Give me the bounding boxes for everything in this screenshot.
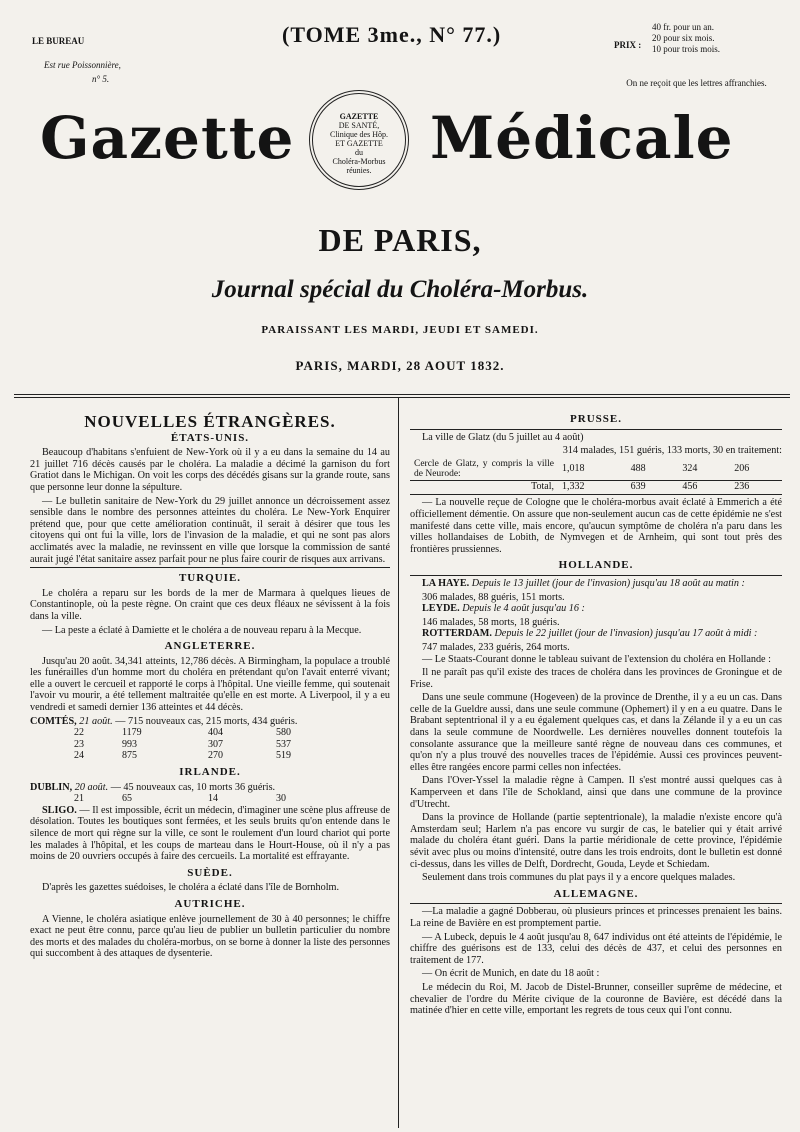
prussia-table bbox=[410, 459, 782, 493]
table-cell: 206 bbox=[734, 463, 750, 475]
sligo-paragraph bbox=[30, 805, 390, 863]
table-cell: 580 bbox=[276, 727, 291, 739]
leyde-label: LEYDE. bbox=[422, 603, 460, 615]
journal-line: Journal spécial du Choléra-Morbus. bbox=[211, 276, 589, 303]
comtes-date: 21 août. bbox=[79, 715, 113, 727]
sweden-paragraph: D'après les gazettes suédoises, le choléra a éclaté dans l'île de Bornholm. bbox=[42, 882, 340, 894]
table-cell: 14 bbox=[208, 793, 218, 805]
austria-paragraph: A Vienne, le choléra asiatique enlève journellement de 30 à 40 personnes; le chiffre exact ne peut être connu, parce qu'au lieu de publier un bulletin particulier du nombre des morts et des malades du choléra-morbus, on se borne à donner la liste des personnes qui succombent à des attaques de dysenterie. bbox=[30, 913, 390, 960]
rotterdam-text: Depuis le 22 juillet (jour de l'invasion) jusqu'au 17 août à midi : bbox=[494, 628, 758, 640]
rotterdam-paragraph bbox=[410, 628, 782, 640]
seal-line: réunies. bbox=[346, 166, 372, 175]
germany-heading: ALLEMAGNE. bbox=[553, 887, 639, 900]
lahaye-label: LA HAYE. bbox=[422, 577, 470, 589]
table-cell: Total, bbox=[531, 480, 554, 492]
table-cell: 23 bbox=[74, 738, 84, 750]
table-cell: 1179 bbox=[122, 727, 142, 739]
tome-number: (TOME 3me., N° 77.) bbox=[282, 22, 502, 47]
turkey-heading: TURQUIE. bbox=[178, 572, 242, 585]
price-list bbox=[652, 22, 787, 55]
rotterdam-label: ROTTERDAM. bbox=[422, 628, 492, 640]
sligo-label: SLIGO. bbox=[42, 804, 77, 816]
seal-line: du bbox=[355, 148, 363, 157]
seal-line: DE SANTÉ, bbox=[338, 121, 380, 130]
rotterdam-stats: 747 malades, 233 guéris, 264 morts. bbox=[422, 641, 570, 653]
table-cell: 307 bbox=[208, 738, 223, 750]
section-rule bbox=[410, 903, 782, 904]
austria-heading: AUTRICHE. bbox=[174, 897, 246, 910]
ireland-heading: IRLANDE. bbox=[179, 766, 241, 779]
seal-line: GAZETTE bbox=[339, 112, 379, 121]
england-paragraph: Jusqu'au 20 août. 34,341 atteints, 12,786 décès. A Birmingham, la populace a troublé les funérailles d'un homme mort du choléra en prétendant qu'on l'avait enterré vivant; elle a ouvert le cercueil et rapporté le corps à l'hôpital. Une vieille femme, qui soutenait l'avoir vu mourir, a été tellement maltraitée qu'elle en est morte. A Liverpool, il y a eu vendredi et samedi dernier 136 atteintes et 44 décès. bbox=[30, 655, 390, 714]
table-cell: 488 bbox=[630, 463, 646, 475]
holland-paragraph: Dans la province de Hollande (partie septentrionale), la maladie n'existe encore qu'à Amsterdam seul; Harlem n'a pas encore vu surgir de cas, le batelier qui y était arrivé malade du choléra étant guéri. Dans la partie méridionale de cette province, l'épidémie sévit avec plus ou moins d'intensité, outre dans les trois endroits, dont le bulletin est donné ci-dessus, dans les villes de Delft, Dordrecht, Gouda, Leyde et Schiedam. bbox=[410, 812, 782, 870]
sweden-heading: SUÈDE. bbox=[187, 866, 233, 879]
table-cell: 270 bbox=[208, 750, 223, 762]
masthead-rule bbox=[14, 397, 790, 398]
masthead-title-left: Gazette bbox=[40, 104, 295, 172]
holland-paragraph: — Le Staats-Courant donne le tableau suivant de l'extension du choléra en Hollande : bbox=[422, 653, 771, 665]
glatz-line: 314 malades, 151 guéris, 133 morts, 30 en traitement: bbox=[562, 445, 782, 457]
bureau-address: Est rue Poissonnière, bbox=[44, 60, 121, 70]
table-row bbox=[70, 739, 295, 751]
turkey-paragraph: Le choléra a reparu sur les bords de la mer de Marmara à quelques lieues de Constantinople, où la peste règne. On craint que ces deux fléaux ne sévissent à la fois dans la ville. bbox=[30, 587, 390, 622]
table-cell: 24 bbox=[74, 750, 84, 762]
table-row bbox=[70, 750, 295, 762]
price-three-months: 10 pour trois mois. bbox=[652, 44, 721, 54]
date-line: PARIS, MARDI, 28 AOUT 1832. bbox=[295, 358, 505, 373]
masthead-title-right: Médicale bbox=[430, 104, 734, 172]
table-row bbox=[410, 459, 782, 481]
usa-paragraph: — Le bulletin sanitaire de New-York du 29 juillet annonce un décroissement assez sensible dans le nombre des personnes atteintes du choléra. Le New-York Enquirer prétend que, pour que cette amélioration continuât, il serait à désirer que tous les citoyens qui ont fui la ville, lors de l'invasion de la maladie, et qui ne sont pas alors acclimatés avec la maladie, ne revinssent en ville que lorsque la commission de santé aurait jugé l'état sanitaire assez parfait pour ne plus faire courir de risques aux arrivans. bbox=[30, 495, 390, 565]
comtes-first-row: — 715 nouveaux cas, 215 morts, 434 guéris. bbox=[115, 715, 298, 727]
table-cell: 639 bbox=[630, 480, 646, 492]
lahaye-paragraph bbox=[410, 578, 782, 590]
masthead-seal bbox=[309, 90, 409, 190]
masthead-subtitle: DE PARIS, bbox=[318, 222, 482, 258]
table-cell: 519 bbox=[276, 750, 291, 762]
table-row bbox=[410, 480, 782, 492]
dublin-label: DUBLIN, bbox=[30, 781, 73, 793]
lahaye-text: Depuis le 13 juillet (jour de l'invasion) jusqu'au 18 août au matin : bbox=[471, 577, 745, 589]
dublin-first-row: — 45 nouveaux cas, 10 morts 36 guéris. bbox=[110, 781, 276, 793]
glatz-intro: La ville de Glatz (du 5 juillet au 4 août) bbox=[422, 431, 584, 443]
dublin-date: 20 août. bbox=[74, 781, 109, 793]
comtes-stats bbox=[30, 716, 390, 762]
turkey-paragraph: — La peste a éclaté à Damiette et le choléra a de nouveau reparu à la Mecque. bbox=[42, 624, 362, 636]
holland-paragraph: Seulement dans trois communes du plat pays il y a encore quelques malades. bbox=[422, 872, 736, 884]
section-rule bbox=[30, 567, 390, 568]
holland-paragraph: Il ne paraît pas qu'il existe des traces de choléra dans les provinces de Groningue et de Frise. bbox=[410, 667, 782, 690]
germany-paragraph: — On écrit de Munich, en date du 18 août : bbox=[422, 968, 600, 980]
england-heading: ANGLETERRE. bbox=[164, 640, 256, 653]
table-cell: 993 bbox=[122, 738, 137, 750]
usa-paragraph: Beaucoup d'habitans s'enfuient de New-York où il y a eu dans la semaine du 14 au 21 juillet 716 décès causés par le choléra. La maladie a décimé la garnison du fort Gratiot dans le Michigan. On voit les corps des décédés gisans sur la grande route, sans que personne leur donne la sépulture. bbox=[30, 447, 390, 493]
seal-line: Clinique des Hôp. bbox=[330, 130, 388, 139]
table-cell: 537 bbox=[276, 738, 291, 750]
right-column bbox=[410, 412, 782, 1019]
holland-paragraph: Dans l'Over-Yssel la maladie règne à Campen. Il s'est montré aussi quelques cas à Kamperveen et dans l'île de Schokland, ainsi que dans une commune de la province d'Utrecht. bbox=[410, 775, 782, 810]
table-cell: 236 bbox=[734, 480, 750, 492]
table-cell: 22 bbox=[74, 727, 84, 739]
letters-note: On ne reçoit que les lettres affranchies. bbox=[626, 78, 767, 88]
germany-paragraph: — A Lubeck, depuis le 4 août jusqu'au 8, 647 individus ont été atteints de l'épidémie, le chiffre des guérisons est de 133, celui des décès de 437, et celui des personnes en traitement de 177. bbox=[410, 931, 782, 966]
leyde-text: Depuis le 4 août jusqu'au 16 : bbox=[462, 603, 585, 615]
price-year: 40 fr. pour un an. bbox=[652, 22, 714, 32]
bureau-number: n° 5. bbox=[92, 74, 110, 84]
section-rule bbox=[410, 429, 782, 430]
leyde-stats: 146 malades, 58 morts, 18 guéris. bbox=[422, 616, 560, 628]
price-label: PRIX : bbox=[614, 40, 642, 50]
table-cell: 404 bbox=[208, 727, 223, 739]
comtes-label: COMTÉS, bbox=[30, 715, 77, 727]
table-cell: 1,018 bbox=[562, 463, 585, 475]
seal-line: Choléra-Morbus bbox=[332, 157, 386, 166]
holland-paragraph: Dans une seule commune (Hogeveen) de la province de Drenthe, il y a eu un cas. Dans celle de la Gueldre aussi, dans une seule commune (Ophemert) il y en a eu quatre. Dans le Brabant septentrional il y a eu également quelques cas, et dans la Zélande il y a eu un cas dans la seule commune de Noordwelle. Les dernières nouvelles donnent toutefois la consolante assurance que la meilleure santé règne de nouveau dans ces communes, et qu'on n'y a plus trouvé des nouvelles traces de l'épidémie. Aussi ces provinces peuvent-elles être rangées encore parmi celles non infectées. bbox=[410, 692, 782, 773]
comtes-table bbox=[70, 727, 295, 762]
table-cell: 65 bbox=[122, 793, 132, 805]
masthead-rule bbox=[14, 394, 790, 395]
germany-paragraph: —La maladie a gagné Dobberau, où plusieurs princes et princesses prenaient les bains. La reine de Bavière en est promptement partie. bbox=[410, 906, 782, 929]
prussia-heading: PRUSSE. bbox=[570, 413, 622, 425]
sligo-text: — Il est impossible, écrit un médecin, d'imaginer une scène plus affreuse de désolation. Toutes les boutiques sont fermées, et les seuls bruits qu'on entende dans le silence de mort qui règne sur la ville, ce sont le roulement d'un lourd chariot qui porte les malades à l'hôpital, et les coups de marteau dans le Hourt-House, où il n'y a pas moins de 20 ouvriers occupés à faire des cercueils. La mortalité est effrayante. bbox=[30, 804, 390, 863]
table-cell: 875 bbox=[122, 750, 137, 762]
table-row bbox=[70, 727, 295, 739]
foreign-news-heading: NOUVELLES ÉTRANGÈRES. bbox=[84, 412, 336, 431]
bureau-label: LE BUREAU bbox=[32, 36, 85, 46]
periodicity: PARAISSANT LES MARDI, JEUDI ET SAMEDI. bbox=[261, 324, 539, 336]
section-rule bbox=[410, 494, 782, 495]
left-column bbox=[30, 412, 390, 962]
table-cell: 324 bbox=[682, 463, 698, 475]
table-cell: Cercle de Glatz, y compris la ville de Neurode: bbox=[414, 458, 554, 480]
dublin-stats bbox=[30, 782, 390, 805]
dublin-table bbox=[70, 793, 290, 805]
price-six-months: 20 pour six mois. bbox=[652, 33, 715, 43]
seal-line: ET GAZETTE bbox=[335, 139, 383, 148]
table-row bbox=[70, 793, 290, 805]
table-cell: 456 bbox=[682, 480, 698, 492]
table-cell: 1,332 bbox=[562, 480, 585, 492]
table-cell: 30 bbox=[276, 793, 286, 805]
holland-heading: HOLLANDE. bbox=[558, 559, 634, 572]
section-rule bbox=[410, 575, 782, 576]
lahaye-stats: 306 malades, 88 guéris, 151 morts. bbox=[422, 591, 565, 603]
leyde-paragraph bbox=[410, 603, 782, 615]
usa-heading: ÉTATS-UNIS. bbox=[170, 431, 250, 444]
prussia-paragraph: — La nouvelle reçue de Cologne que le choléra-morbus avait éclaté à Emmerich a été officiellement démentie. On assure que non-seulement aucun cas de cette épidémie ne s'est manifesté dans cette ville, mais encore, qu'aucun symptôme de choléra n'a paru dans les villes hollandaises de Lobith, de Nymvegen et de Arnheim, qui sont tout près des frontières prussiennes. bbox=[410, 497, 782, 555]
column-divider bbox=[398, 398, 399, 1128]
germany-paragraph: Le médecin du Roi, M. Jacob de Distel-Brunner, conseiller suprême de médecine, et chevalier de l'ordre du Mérite civique de la couronne de Bavière, est décédé dans la matinée d'hier en cette ville, emportant les regrets de tous ceux qui l'ont connu. bbox=[410, 981, 782, 1017]
table-cell: 21 bbox=[74, 793, 84, 805]
